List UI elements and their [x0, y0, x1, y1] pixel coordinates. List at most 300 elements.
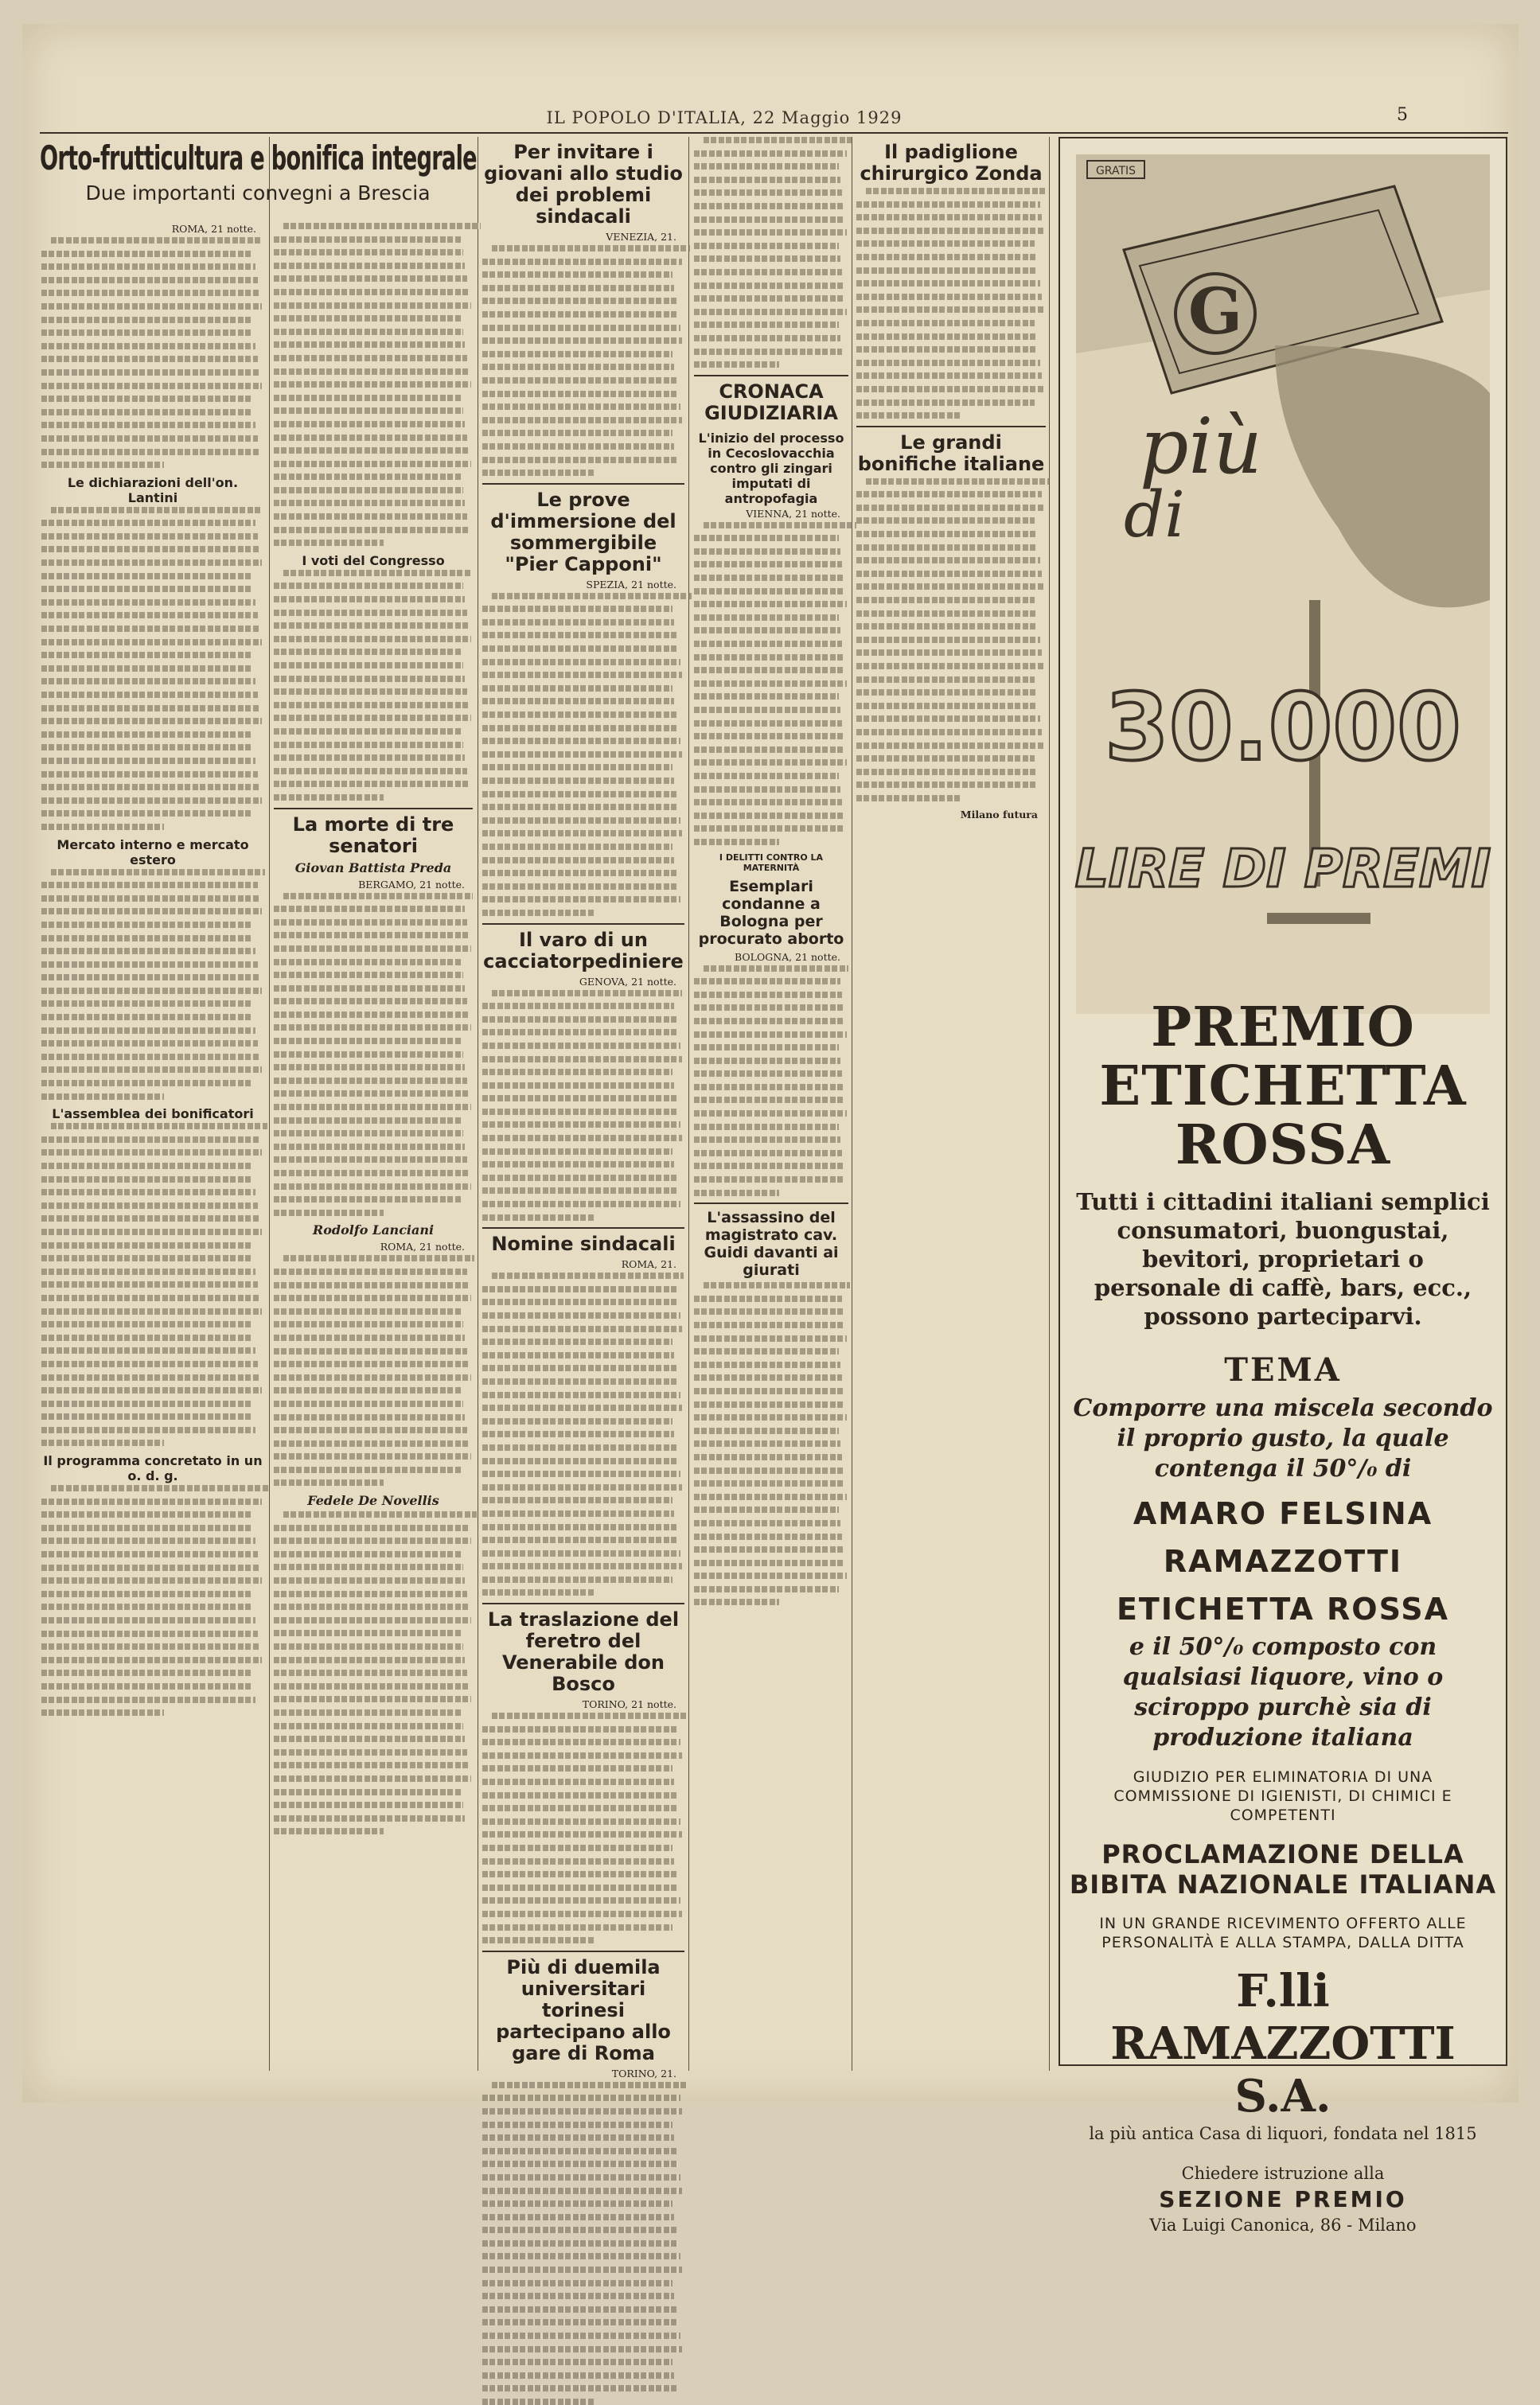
text-line — [482, 632, 676, 638]
text-line — [41, 1014, 253, 1020]
text-line — [274, 1696, 471, 1702]
text-line — [856, 201, 1040, 208]
text-line — [41, 974, 259, 980]
text-line — [694, 322, 839, 328]
text-line — [41, 1617, 255, 1623]
text-line — [274, 959, 461, 965]
text-line — [694, 1480, 845, 1487]
text-line — [856, 637, 1040, 643]
divider — [274, 808, 473, 809]
headline: Orto-frutticultura e bonifica integrale — [40, 138, 477, 177]
text-line — [694, 1018, 845, 1024]
text-line — [274, 1723, 463, 1729]
text-line — [274, 263, 465, 269]
column-5 — [856, 137, 1046, 2071]
body-text — [41, 237, 264, 468]
text-line — [482, 910, 594, 916]
text-line — [274, 1321, 463, 1327]
text-line — [482, 1082, 674, 1089]
text-line — [482, 1577, 673, 1583]
section-heading: Il programma concretato in un o. d. g. — [43, 1453, 263, 1484]
text-line — [694, 799, 842, 805]
text-line — [41, 1538, 255, 1544]
text-line — [274, 1282, 469, 1288]
text-line — [482, 1924, 673, 1931]
text-line — [482, 1378, 678, 1385]
body-text — [274, 1255, 473, 1486]
text-line — [41, 1525, 253, 1531]
article-headline: Nomine sindacali — [491, 1233, 676, 1256]
text-line — [694, 283, 844, 289]
text-line — [856, 676, 1035, 683]
text-line — [274, 688, 467, 695]
body-text — [856, 188, 1046, 419]
text-line — [694, 641, 842, 647]
text-line — [41, 626, 259, 632]
text-line — [694, 786, 840, 793]
text-line — [694, 588, 845, 594]
text-line — [482, 764, 673, 770]
dateline: TORINO, 21 notte. — [582, 1698, 676, 1711]
text-line — [482, 738, 680, 744]
text-line — [283, 1255, 474, 1261]
text-line — [41, 758, 255, 764]
text-line — [482, 1845, 673, 1851]
column-rule — [1049, 137, 1050, 2071]
text-line — [41, 586, 253, 592]
text-line — [856, 703, 1038, 709]
text-line — [694, 255, 840, 262]
ad-amount: 30.000 — [1105, 674, 1461, 782]
text-line — [856, 360, 1040, 366]
text-line — [41, 612, 258, 618]
text-line — [41, 1176, 253, 1183]
text-line — [482, 857, 674, 863]
text-line — [482, 1510, 674, 1517]
text-line — [482, 606, 673, 612]
text-line — [283, 1511, 477, 1518]
text-line — [41, 705, 259, 711]
text-line — [41, 546, 259, 552]
text-line — [41, 1565, 259, 1571]
text-line — [704, 137, 855, 143]
text-line — [856, 531, 1036, 537]
text-line — [866, 478, 1050, 485]
dateline: VIENNA, 21 notte. — [746, 507, 840, 520]
text-line — [856, 346, 1038, 353]
text-line — [41, 369, 259, 376]
text-line — [704, 1282, 850, 1288]
text-line — [856, 386, 1044, 392]
ad-lire: LIRE DI PREMI — [1074, 838, 1491, 899]
text-line — [41, 935, 253, 941]
text-line — [41, 744, 253, 750]
text-line — [482, 1365, 676, 1371]
text-line — [482, 1312, 680, 1319]
text-line — [492, 245, 690, 251]
text-line — [274, 583, 463, 589]
text-line — [482, 2188, 682, 2194]
text-line — [274, 622, 469, 629]
text-line — [482, 1016, 676, 1023]
text-line — [482, 1405, 682, 1411]
text-line — [482, 2148, 676, 2154]
text-line — [482, 1563, 682, 1569]
text-line — [694, 1507, 839, 1513]
text-line — [482, 325, 680, 331]
text-line — [41, 396, 251, 402]
text-line — [856, 663, 1044, 669]
dateline: BERGAMO, 21 notte. — [358, 878, 465, 891]
text-line — [482, 1524, 676, 1530]
text-line — [482, 1752, 682, 1759]
column-4 — [694, 137, 848, 2071]
ad-amaro-line: ETICHETTA ROSSA — [1116, 1592, 1450, 1627]
subsection-label: I DELITTI CONTRO LA MATERNITÀ — [719, 852, 824, 873]
text-line — [274, 945, 471, 952]
text-line — [41, 639, 262, 645]
text-line — [274, 1467, 461, 1473]
text-line — [482, 2293, 674, 2299]
article-headline: L'inizio del processo in Cecoslovacchia contro gli zingari imputati di antropofagia — [698, 430, 844, 506]
text-line — [274, 1361, 469, 1367]
body-text — [694, 137, 848, 368]
text-line — [482, 791, 676, 797]
text-line — [274, 1387, 461, 1393]
text-line — [41, 1591, 251, 1597]
text-line — [283, 223, 481, 229]
text-line — [856, 649, 1042, 656]
text-line — [856, 254, 1036, 260]
article-headline: Il varo di un cacciatorpediniere — [483, 928, 684, 973]
divider — [856, 426, 1046, 427]
ad-illustration — [1076, 154, 1490, 1014]
text-line — [41, 1604, 253, 1610]
text-line — [482, 1095, 676, 1101]
text-line — [694, 1044, 839, 1050]
text-line — [694, 1362, 840, 1368]
text-line — [694, 309, 847, 315]
text-line — [694, 548, 840, 555]
text-line — [283, 893, 473, 899]
text-line — [482, 804, 678, 810]
text-line — [41, 251, 253, 257]
text-line — [704, 522, 856, 528]
text-line — [274, 1564, 463, 1570]
text-line — [274, 596, 465, 602]
subheadline: Due importanti convegni a Brescia — [85, 181, 431, 205]
text-line — [41, 1255, 253, 1261]
body-text — [41, 869, 264, 1100]
text-line — [694, 189, 842, 196]
ad-di: di — [1124, 477, 1185, 552]
text-line — [41, 317, 251, 323]
text-line — [694, 601, 847, 607]
text-line — [41, 290, 259, 296]
text-line — [41, 599, 255, 606]
top-rule — [40, 132, 1508, 134]
text-line — [41, 1189, 255, 1195]
text-line — [694, 1150, 842, 1156]
text-line — [41, 908, 262, 914]
ad-etichetta: ETICHETTA — [1099, 1054, 1467, 1118]
text-line — [482, 1299, 678, 1305]
text-line — [694, 667, 845, 673]
text-line — [694, 1084, 844, 1090]
text-line — [482, 271, 673, 278]
column-rule — [688, 137, 689, 2071]
text-line — [482, 883, 678, 890]
text-line — [482, 1805, 678, 1811]
text-line — [694, 1414, 847, 1421]
text-line — [41, 1054, 259, 1060]
dateline: SPEZIA, 21 notte. — [586, 578, 676, 591]
text-line — [41, 1321, 251, 1327]
text-line — [856, 715, 1040, 722]
text-line — [51, 1123, 267, 1129]
text-line — [694, 535, 839, 541]
text-line — [694, 1468, 844, 1474]
text-line — [482, 298, 676, 304]
text-line — [41, 462, 164, 468]
text-line — [274, 1736, 465, 1742]
section-heading: L'assemblea dei bonificatori — [52, 1106, 254, 1122]
text-line — [41, 356, 258, 362]
text-line — [482, 1444, 676, 1451]
text-line — [41, 784, 259, 790]
text-line — [41, 771, 258, 778]
text-line — [41, 718, 262, 724]
text-line — [274, 676, 465, 682]
text-line — [482, 1937, 594, 1943]
text-line — [694, 1163, 844, 1169]
text-line — [51, 237, 260, 244]
text-line — [274, 1577, 465, 1584]
text-line — [274, 1479, 384, 1486]
text-line — [694, 707, 840, 713]
text-line — [482, 417, 682, 423]
text-line — [41, 277, 258, 283]
divider — [694, 375, 848, 376]
text-line — [41, 1269, 255, 1275]
text-line — [41, 1040, 258, 1047]
text-line — [41, 1631, 258, 1637]
text-line — [274, 1525, 469, 1531]
text-line — [482, 685, 673, 692]
text-line — [482, 1739, 680, 1745]
text-line — [41, 1387, 262, 1393]
text-line — [274, 1183, 471, 1190]
text-line — [694, 561, 842, 567]
text-line — [492, 2082, 688, 2088]
text-line — [41, 1427, 255, 1433]
text-line — [694, 1110, 847, 1117]
text-line — [274, 1709, 461, 1716]
text-line — [482, 2200, 673, 2207]
text-line — [694, 614, 839, 621]
text-line — [482, 2399, 594, 2405]
text-line — [482, 1161, 674, 1167]
column-3 — [482, 137, 684, 2080]
text-line — [482, 1339, 673, 1345]
text-line — [482, 2280, 673, 2286]
text-line — [482, 698, 674, 704]
text-line — [274, 794, 384, 801]
text-line — [856, 571, 1042, 577]
text-line — [274, 1749, 467, 1756]
text-line — [856, 729, 1042, 735]
text-line — [482, 311, 678, 318]
text-line — [694, 1097, 845, 1103]
text-line — [694, 992, 842, 998]
text-line — [41, 1149, 262, 1156]
text-line — [694, 627, 840, 633]
text-line — [274, 662, 463, 668]
text-line — [856, 544, 1038, 551]
text-line — [274, 329, 463, 335]
text-line — [856, 491, 1042, 497]
text-line — [694, 1534, 842, 1540]
text-line — [274, 715, 471, 721]
text-line — [274, 1335, 465, 1341]
text-line — [694, 1031, 847, 1038]
text-line — [41, 1413, 253, 1420]
text-line — [274, 540, 384, 546]
text-line — [41, 1401, 251, 1407]
text-line — [482, 830, 682, 836]
text-line — [274, 1775, 471, 1782]
text-line — [694, 813, 844, 819]
ad-proclamazione: PROCLAMAZIONE DELLA BIBITA NAZIONALE ITALIANA — [1069, 1839, 1497, 1900]
text-line — [274, 1789, 461, 1795]
text-line — [41, 1361, 258, 1367]
text-line — [482, 1056, 682, 1062]
text-line — [274, 1401, 463, 1407]
text-line — [274, 1591, 467, 1597]
text-line — [694, 1401, 845, 1408]
text-line — [274, 1828, 384, 1834]
text-line — [694, 216, 845, 223]
text-line — [482, 896, 680, 902]
body-text — [482, 2082, 684, 2405]
text-line — [482, 1187, 678, 1194]
text-line — [694, 1070, 842, 1077]
body-text — [482, 990, 684, 1221]
text-line — [274, 1427, 467, 1433]
text-line — [482, 2385, 676, 2391]
text-line — [694, 1335, 847, 1342]
text-line — [41, 1657, 262, 1663]
text-line — [482, 1471, 680, 1477]
text-line — [694, 150, 847, 157]
text-line — [856, 280, 1040, 286]
text-line — [274, 1440, 469, 1447]
text-line — [41, 824, 164, 830]
text-line — [274, 447, 469, 454]
text-line — [694, 1440, 840, 1447]
text-line — [274, 1374, 471, 1381]
ad-ricevimento: IN UN GRANDE RICEVIMENTO OFFERTO ALLE PERSONALITÀ E ALLA STAMPA, DALLA DITTA — [1099, 1915, 1467, 1951]
text-line — [274, 742, 463, 748]
text-line — [482, 1765, 673, 1772]
text-line — [482, 2227, 676, 2233]
text-line — [274, 249, 463, 255]
text-line — [856, 769, 1036, 775]
text-line — [41, 1281, 258, 1288]
text-line — [856, 597, 1035, 603]
text-line — [274, 1117, 461, 1124]
body-text — [274, 893, 473, 1216]
text-line — [274, 610, 467, 616]
text-line — [482, 751, 682, 758]
text-line — [274, 1643, 463, 1650]
text-line — [274, 1064, 465, 1070]
text-line — [41, 422, 255, 428]
text-line — [274, 1657, 465, 1663]
text-line — [482, 351, 673, 357]
text-line — [274, 289, 469, 295]
text-line — [41, 922, 251, 928]
text-line — [274, 1038, 461, 1044]
text-line — [274, 1104, 471, 1110]
text-line — [41, 263, 255, 270]
text-line — [856, 333, 1036, 340]
text-line — [482, 2346, 682, 2352]
ad-piu: più — [1140, 402, 1262, 491]
text-line — [482, 1537, 678, 1543]
text-line — [482, 1885, 678, 1891]
text-line — [482, 1871, 676, 1877]
text-line — [694, 1322, 845, 1328]
text-line — [482, 2214, 674, 2220]
column-2 — [274, 223, 473, 2061]
text-line — [482, 1726, 678, 1733]
body-text — [274, 223, 473, 546]
text-line — [694, 1124, 839, 1130]
text-line — [482, 1858, 674, 1865]
text-line — [41, 520, 255, 526]
text-line — [866, 188, 1047, 194]
text-line — [694, 1388, 844, 1394]
body-text — [482, 593, 684, 916]
text-line — [41, 665, 253, 672]
text-line — [694, 1374, 842, 1381]
text-line — [482, 2161, 678, 2167]
text-line — [274, 1269, 467, 1275]
text-line — [274, 1156, 467, 1163]
text-line — [694, 1348, 839, 1355]
text-line — [274, 998, 467, 1004]
text-line — [274, 1144, 465, 1150]
obituary-name: Rodolfo Lanciani — [312, 1222, 435, 1238]
text-line — [274, 1012, 469, 1018]
ad-sezione: SEZIONE PREMIO — [1159, 2186, 1407, 2212]
text-line — [274, 1295, 471, 1301]
text-line — [274, 1078, 467, 1084]
text-line — [482, 2359, 673, 2365]
obituary-name: Giovan Battista Preda — [294, 859, 452, 875]
text-line — [274, 1090, 469, 1097]
text-line — [274, 1348, 467, 1355]
text-line — [482, 1818, 680, 1825]
text-line — [482, 1003, 674, 1009]
text-line — [274, 919, 467, 926]
text-line — [482, 403, 680, 410]
text-line — [856, 372, 1042, 379]
text-line — [41, 1374, 259, 1381]
text-line — [482, 443, 674, 450]
text-line — [694, 1586, 839, 1592]
